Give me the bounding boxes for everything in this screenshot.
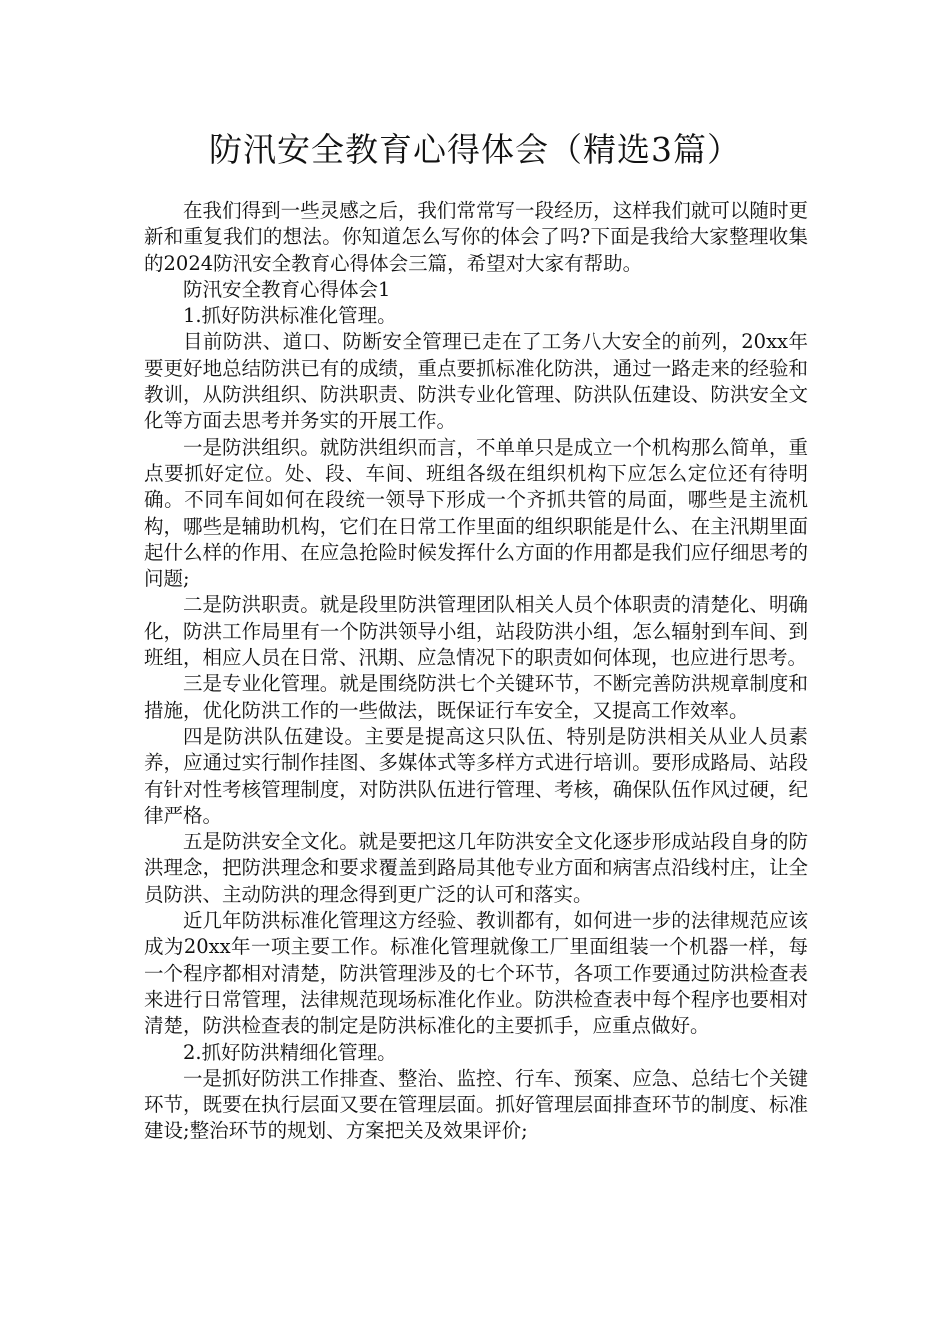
- body-paragraph: 三是专业化管理。就是围绕防洪七个关键环节，不断完善防洪规章制度和措施，优化防洪工作的一些做法，既保证行车安全，又提高工作效率。: [144, 672, 808, 722]
- body-paragraph: 一是防洪组织。就防洪组织而言，不单单只是成立一个机构那么简单，重点要抓好定位。处、段、车间、班组各级在组织机构下应怎么定位还有待明确。不同车间如何在段统一领导下形成一个齐抓共管的局面，哪些是主流机构，哪些是辅助机构，它们在日常工作里面的组织职能是什么、在主汛期里面起什么样的作用、在应急抢险时候发挥什么方面的作用都是我们应仔细思考的问题;: [144, 435, 808, 591]
- body-paragraph: 一是抓好防洪工作排查、整治、监控、行车、预案、应急、总结七个关键环节，既要在执行层面又要在管理层面。抓好管理层面排查环节的制度、标准建设;整治环节的规划、方案把关及效果评价;: [144, 1066, 808, 1143]
- body-paragraph: 近几年防洪标准化管理这方经验、教训都有，如何进一步的法律规范应该成为20xx年一项主要工作。标准化管理就像工厂里面组装一个机器一样，每一个程序都相对清楚，防洪管理涉及的七个环节，各项工作要通过防洪检查表来进行日常管理，法律规范现场标准化作业。防洪检查表中每个程序也要相对清楚，防洪检查表的制定是防洪标准化的主要抓手，应重点做好。: [144, 909, 808, 1038]
- body-paragraph: 五是防洪安全文化。就是要把这几年防洪安全文化逐步形成站段自身的防洪理念，把防洪理念和要求覆盖到路局其他专业方面和病害点沿线村庄，让全员防洪、主动防洪的理念得到更广泛的认可和落实。: [144, 830, 808, 906]
- subsection-heading: 2.抓好防洪精细化管理。: [183, 1040, 397, 1064]
- section-heading: 防汛安全教育心得体会1: [183, 277, 391, 301]
- body-paragraph: 二是防洪职责。就是段里防洪管理团队相关人员个体职责的清楚化、明确化，防洪工作局里有一个防洪领导小组，站段防洪小组，怎么辐射到车间、到班组，相应人员在日常、汛期、应急情况下的职责如何体现，也应进行思考。: [144, 593, 808, 670]
- body-paragraph: 目前防洪、道口、防断安全管理已走在了工务八大安全的前列，20xx年要更好地总结防洪已有的成绩，重点要抓标准化防洪，通过一路走来的经验和教训，从防洪组织、防洪职责、防洪专业化管理、防洪队伍建设、防洪安全文化等方面去思考并务实的开展工作。: [144, 330, 808, 433]
- intro-paragraph: 在我们得到一些灵感之后，我们常常写一段经历，这样我们就可以随时更新和重复我们的想法。你知道怎么写你的体会了吗?下面是我给大家整理收集的2024防汛安全教育心得体会三篇，希望对大家有帮助。: [144, 199, 808, 275]
- document-title: 防汛安全教育心得体会（精选3篇）: [209, 130, 741, 169]
- subsection-heading: 1.抓好防洪标准化管理。: [183, 304, 397, 328]
- document-body: [144, 198, 808, 1145]
- body-paragraph: 四是防洪队伍建设。主要是提高这只队伍、特别是防洪相关从业人员素养，应通过实行制作挂图、多媒体式等多样方式进行培训。要形成路局、站段有针对性考核管理制度，对防洪队伍进行管理、考核，确保队伍作风过硬，纪律严格。: [144, 724, 808, 827]
